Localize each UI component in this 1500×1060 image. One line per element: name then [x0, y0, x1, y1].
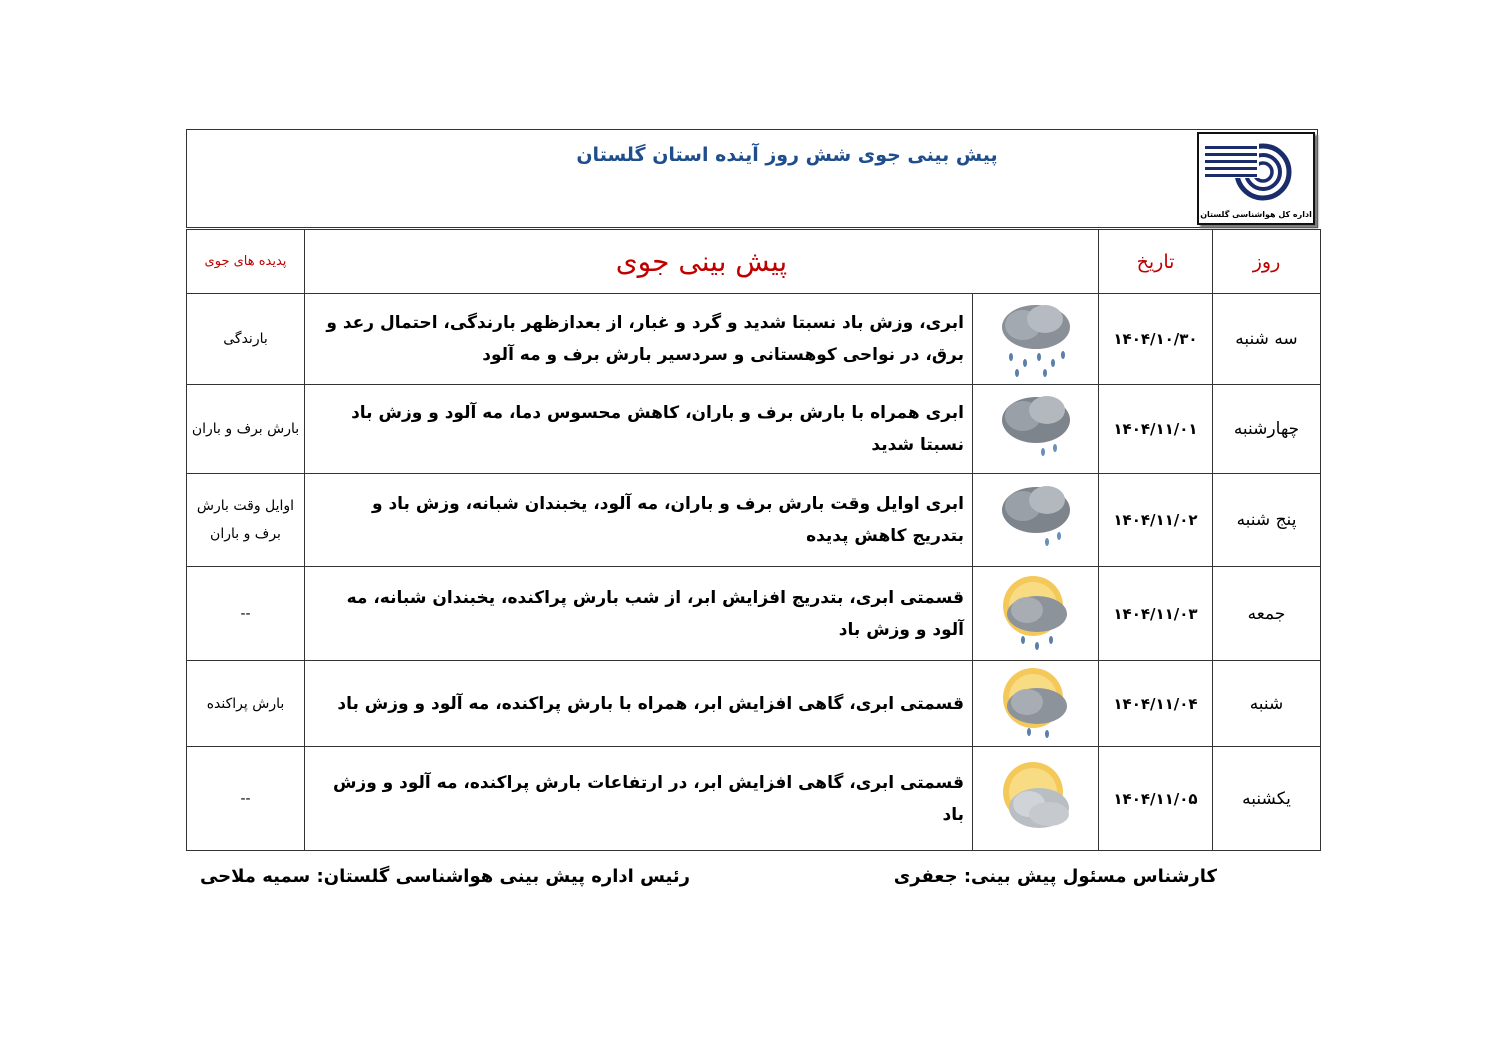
row-phenomena: بارندگی: [187, 294, 305, 385]
header-day: روز: [1213, 230, 1321, 294]
row-forecast-description: ابری همراه با بارش برف و باران، کاهش محسوس دما، مه آلود و وزش باد نسبتا شدید: [305, 385, 973, 474]
row-date: ۱۴۰۴/۱۱/۰۲: [1099, 474, 1213, 567]
row-forecast-description: قسمتی ابری، گاهی افزایش ابر، همراه با بارش پراکنده، مه آلود و وزش باد: [305, 661, 973, 747]
header-date: تاریخ: [1099, 230, 1213, 294]
table-row: [187, 294, 1321, 385]
snow-icon: [973, 474, 1099, 567]
row-forecast-description: قسمتی ابری، گاهی افزایش ابر، در ارتفاعات بارش پراکنده، مه آلود و وزش باد: [305, 747, 973, 851]
row-phenomena: بارش پراکنده: [187, 661, 305, 747]
footer-department-head: رئیس اداره پیش بینی هواشناسی گلستان: سمیه ملاحی: [199, 866, 690, 887]
row-forecast-description: ابری، وزش باد نسبتا شدید و گرد و غبار، از بعدازظهر بارندگی، احتمال رعد و برق، در نواحی کوهستانی و سردسیر بارش برف و مه آلود: [305, 294, 973, 385]
row-day: شنبه: [1213, 661, 1321, 747]
footer-forecaster: کارشناس مسئول پیش بینی: جعفری: [893, 866, 1217, 887]
row-forecast-description: ابری اوایل وقت بارش برف و باران، مه آلود، یخبندان شبانه، وزش باد و بتدریج کاهش پدیده: [305, 474, 973, 567]
row-date: ۱۴۰۴/۱۱/۰۴: [1099, 661, 1213, 747]
row-day: پنج شنبه: [1213, 474, 1321, 567]
table-row: [187, 474, 1321, 567]
row-day: چهارشنبه: [1213, 385, 1321, 474]
header-forecast: پیش بینی جوی: [305, 230, 1099, 294]
row-day: سه شنبه: [1213, 294, 1321, 385]
row-phenomena: --: [187, 567, 305, 661]
row-date: ۱۴۰۴/۱۱/۰۱: [1099, 385, 1213, 474]
title-box: [186, 129, 1318, 228]
row-forecast-description: قسمتی ابری، بتدریج افزایش ابر، از شب بارش پراکنده، یخبندان شبانه، مه آلود و وزش باد: [305, 567, 973, 661]
row-phenomena: --: [187, 747, 305, 851]
row-date: ۱۴۰۴/۱۰/۳۰: [1099, 294, 1213, 385]
logo-caption: اداره کل هواشناسی گلستان: [1200, 210, 1312, 219]
table-row: [187, 747, 1321, 851]
row-phenomena: اوایل وقت بارش برف و باران: [187, 474, 305, 567]
sun-cloud-rain-icon: [973, 661, 1099, 747]
page-title: پیش بینی جوی شش روز آینده استان گلستان: [576, 144, 998, 166]
partly-cloudy-icon: [973, 747, 1099, 851]
rain-snow-icon: [973, 294, 1099, 385]
row-date: ۱۴۰۴/۱۱/۰۳: [1099, 567, 1213, 661]
table-row: [187, 385, 1321, 474]
row-day: یکشنبه: [1213, 747, 1321, 851]
sun-cloud-rain-icon: [973, 567, 1099, 661]
row-day: جمعه: [1213, 567, 1321, 661]
meteorological-organization-logo: [1197, 132, 1315, 225]
table-row: [187, 661, 1321, 747]
row-phenomena: بارش برف و باران: [187, 385, 305, 474]
table-header-row: [187, 230, 1321, 294]
snow-icon: [973, 385, 1099, 474]
row-date: ۱۴۰۴/۱۱/۰۵: [1099, 747, 1213, 851]
header-phenomena: پدیده های جوی: [187, 230, 305, 294]
table-row: [187, 567, 1321, 661]
forecast-table: [186, 229, 1321, 851]
